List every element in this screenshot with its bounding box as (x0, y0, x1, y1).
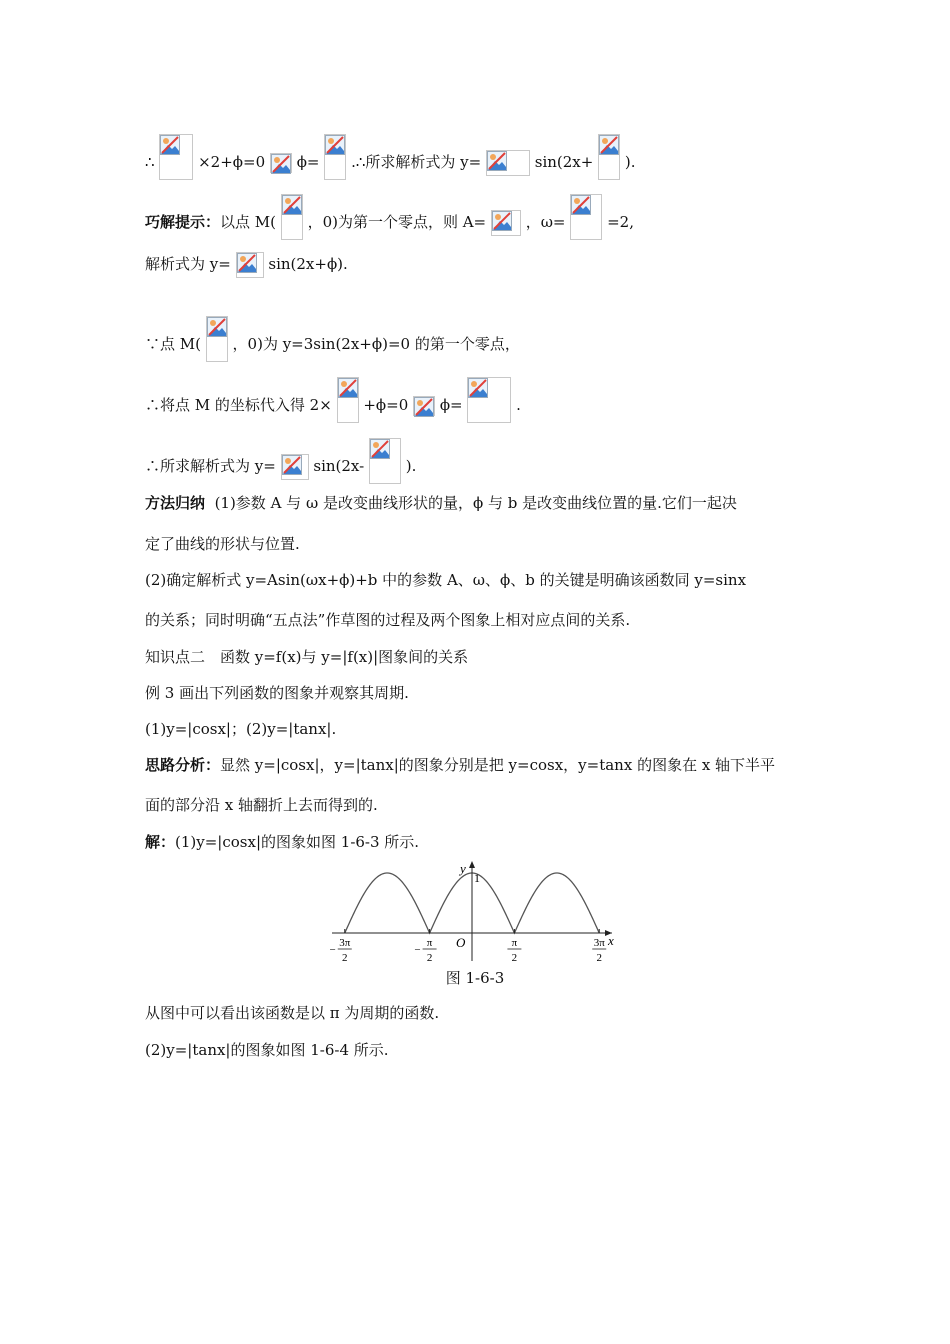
text: +ϕ=0 (363, 396, 409, 414)
solution-line-5 (145, 383, 521, 429)
formula-image (413, 396, 435, 416)
x-tick-denominator: 2 (596, 952, 602, 964)
hint-line (145, 200, 634, 246)
broken-image-icon (492, 211, 512, 231)
formula-image (206, 316, 228, 362)
x-axis-label: x (608, 933, 614, 948)
x-tick-minus-sign: − (414, 944, 421, 956)
broken-image-icon (271, 154, 291, 174)
text: ∴ (145, 153, 155, 171)
hint-label: 巧解提示： (145, 213, 221, 231)
paragraph-line: 从图中可以看出该函数是以 π 为周期的函数. (145, 1004, 440, 1022)
formula-image (486, 150, 530, 176)
paragraph-line: (2)确定解析式 y=Asin(ωx+ϕ)+b 中的参数 A、ω、ϕ、b 的关键是明确该函数同 y=sinx (145, 571, 747, 589)
formula-image (159, 134, 193, 180)
text: .∴所求解析式为 y= (351, 153, 482, 171)
example-items: (1)y=|cosx|；(2)y=|tanx|. (145, 720, 337, 738)
text: ，0)为第一个零点，则 A= (307, 213, 487, 231)
solution-line-3 (145, 252, 348, 278)
analysis-line (145, 755, 775, 775)
broken-image-icon (370, 439, 390, 459)
abs-cos-graph (320, 855, 630, 967)
broken-image-icon (282, 455, 302, 475)
broken-image-icon (571, 195, 591, 215)
text: ，ω= (525, 213, 566, 231)
x-tick-denominator: 2 (342, 952, 348, 964)
solution-label: 解： (145, 833, 176, 851)
broken-image-icon (207, 317, 227, 337)
text: sin(2x+ (534, 153, 594, 171)
paragraph-line: 定了曲线的形状与位置. (145, 535, 300, 553)
solution-line-4 (145, 322, 520, 368)
broken-image-icon (487, 151, 507, 171)
solution-line-6 (145, 444, 416, 490)
broken-image-icon (160, 135, 180, 155)
method-summary-line (145, 493, 737, 513)
x-tick-denominator: 2 (426, 952, 433, 964)
paragraph-line: 的关系；同时明确“五点法”作草图的过程及两个图象上相对应点间的关系. (145, 611, 631, 629)
text: 以点 M( (220, 213, 276, 231)
formula-image (570, 194, 602, 240)
formula-image (324, 134, 346, 180)
x-tick-denominator: 2 (511, 952, 518, 964)
formula-image (598, 134, 620, 180)
paragraph-line: (2)y=|tanx|的图象如图 1-6-4 所示. (145, 1041, 389, 1059)
text: ϕ= (439, 396, 463, 414)
text: ∴所求解析式为 y= (145, 457, 276, 475)
formula-image (369, 438, 401, 484)
text: ∴将点 M 的坐标代入得 2× (145, 396, 332, 414)
broken-image-icon (282, 195, 302, 215)
broken-image-icon (325, 135, 345, 155)
equation-line-1 (145, 140, 636, 186)
text: ∵点 M( (145, 335, 201, 353)
section-heading: 知识点二 函数 y=f(x)与 y=|f(x)|图象间的关系 (145, 648, 469, 666)
text: ϕ= (296, 153, 320, 171)
formula-image (491, 210, 521, 236)
example-heading: 例 3 画出下列函数的图象并观察其周期. (145, 684, 409, 702)
text: 显然 y=|cosx|，y=|tanx|的图象分别是把 y=cosx，y=tanx 的图象在 x 轴下半平 (220, 756, 776, 774)
text: =2, (607, 213, 634, 231)
text: ，0)为 y=3sin(2x+ϕ)=0 的第一个零点， (232, 335, 520, 353)
broken-image-icon (414, 397, 434, 417)
text: (1)参数 A 与 ω 是改变曲线形状的量，ϕ 与 b 是改变曲线位置的量.它们一起决 (214, 494, 737, 512)
x-tick-minus-sign: − (329, 944, 336, 956)
formula-image (467, 377, 511, 423)
solution-heading-line (145, 832, 419, 852)
method-label: 方法归纳 (145, 494, 206, 512)
formula-image (281, 194, 303, 240)
text: sin(2x- (313, 457, 365, 475)
analysis-label: 思路分析： (145, 756, 221, 774)
x-tick-numerator: π (426, 937, 433, 949)
y-axis-label: y (460, 861, 466, 876)
formula-image (236, 252, 264, 278)
formula-image (281, 454, 309, 480)
y-axis-arrow (469, 861, 475, 868)
text: sin(2x+ϕ). (268, 255, 348, 273)
x-tick-numerator: 3π (339, 937, 351, 949)
y-tick-label: 1 (474, 871, 480, 885)
formula-image (270, 153, 292, 173)
x-tick-numerator: 3π (593, 937, 605, 949)
broken-image-icon (599, 135, 619, 155)
text: ). (624, 153, 636, 171)
figure-caption: 图 1-6-3 (445, 969, 505, 987)
broken-image-icon (237, 253, 257, 273)
origin-label: O (456, 935, 466, 950)
broken-image-icon (338, 378, 358, 398)
formula-image (337, 377, 359, 423)
text: ×2+ϕ=0 (198, 153, 266, 171)
paragraph-line: 面的部分沿 x 轴翻折上去而得到的. (145, 796, 378, 814)
text: . (516, 396, 521, 414)
text: ). (405, 457, 417, 475)
text: 解析式为 y= (145, 255, 231, 273)
text: (1)y=|cosx|的图象如图 1-6-3 所示. (175, 833, 420, 851)
x-tick-numerator: π (511, 937, 518, 949)
broken-image-icon (468, 378, 488, 398)
